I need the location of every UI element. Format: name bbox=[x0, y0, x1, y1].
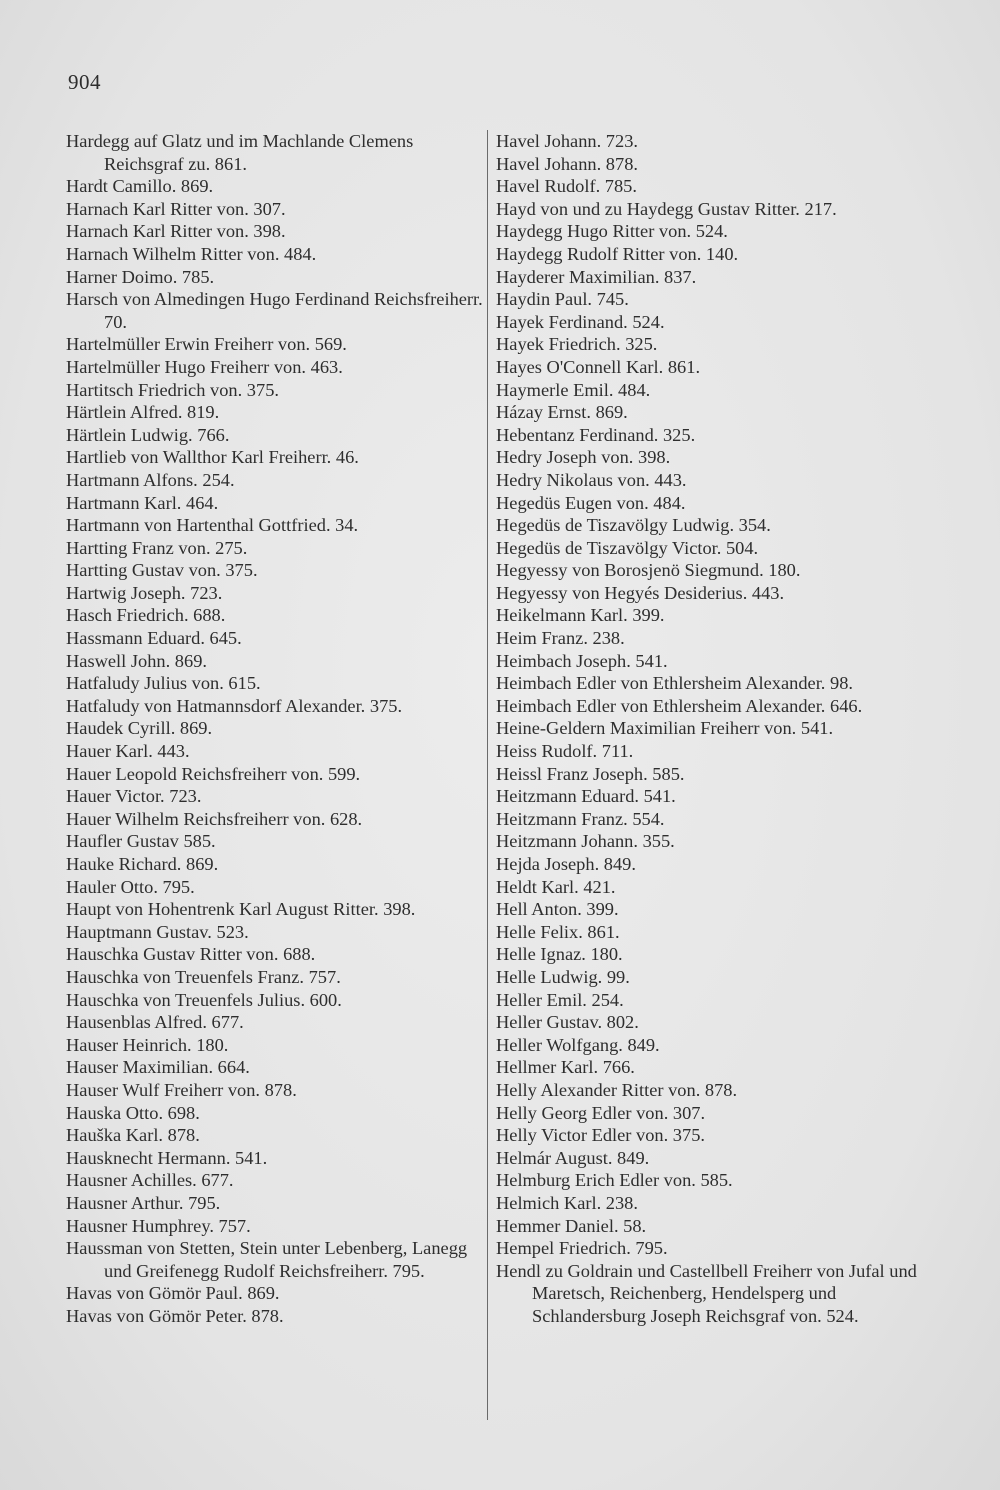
index-entry: Hartitsch Friedrich von. 375. bbox=[66, 379, 279, 400]
index-entry: Hauer Wilhelm Reichsfreiherr von. 628. bbox=[66, 808, 363, 829]
index-entry: Hauska Otto. 698. bbox=[66, 1102, 200, 1123]
index-entry: Helmburg Erich Edler von. 585. bbox=[496, 1170, 733, 1191]
index-entry: Hausenblas Alfred. 677. bbox=[66, 1012, 244, 1033]
index-entry: Hellmer Karl. 766. bbox=[496, 1057, 635, 1078]
index-entry: Hayek Friedrich. 325. bbox=[496, 334, 658, 355]
index-entry: Hassmann Eduard. 645. bbox=[66, 628, 242, 649]
index-entry: Hartelmüller Erwin Freiherr von. 569. bbox=[66, 334, 347, 355]
index-column-left bbox=[62, 130, 484, 1327]
index-entry: Harner Doimo. 785. bbox=[66, 266, 215, 287]
index-entry: Hell Anton. 399. bbox=[496, 899, 619, 920]
index-entry: Heimbach Joseph. 541. bbox=[496, 650, 668, 671]
index-entry: Havel Johann. 723. bbox=[496, 131, 638, 151]
index-entry: Hayd von und zu Haydegg Gustav Ritter. 217. bbox=[496, 198, 837, 219]
index-entry: Hauer Karl. 443. bbox=[66, 741, 190, 762]
index-entry: Helly Victor Edler von. 375. bbox=[496, 1125, 705, 1146]
index-entry: Havel Rudolf. 785. bbox=[496, 176, 637, 197]
index-entry: Hartlieb von Wallthor Karl Freiherr. 46. bbox=[66, 447, 359, 468]
index-entry: Hartting Franz von. 275. bbox=[66, 537, 248, 558]
index-entry: Hauer Victor. 723. bbox=[66, 786, 202, 807]
index-entry: Hartting Gustav von. 375. bbox=[66, 560, 258, 581]
index-entry: Hejda Joseph. 849. bbox=[496, 854, 636, 874]
index-entry: Haydegg Hugo Ritter von. 524. bbox=[496, 221, 728, 242]
index-entry: Hegedüs de Tiszavölgy Ludwig. 354. bbox=[496, 515, 771, 536]
index-entry: Hayek Ferdinand. 524. bbox=[496, 311, 665, 332]
index-entry: Házay Ernst. 869. bbox=[496, 402, 628, 423]
index-entry: Härtlein Alfred. 819. bbox=[66, 402, 220, 423]
index-entry: Heller Emil. 254. bbox=[496, 989, 624, 1010]
index-entry: Hedry Joseph von. 398. bbox=[496, 447, 671, 468]
index-entry: Hausner Achilles. 677. bbox=[66, 1170, 234, 1191]
index-entry: Hayes O'Connell Karl. 861. bbox=[496, 356, 701, 377]
index-entry: Hegedüs de Tiszavölgy Victor. 504. bbox=[496, 537, 759, 558]
index-entry: Hauschka Gustav Ritter von. 688. bbox=[66, 944, 316, 965]
index-entry: Hartwig Joseph. 723. bbox=[66, 582, 223, 603]
index-entry: Helle Felix. 861. bbox=[496, 921, 620, 942]
index-entry: Hauer Leopold Reichsfreiherr von. 599. bbox=[66, 763, 361, 784]
index-entry: Havas von Gömör Peter. 878. bbox=[66, 1305, 284, 1326]
index-entry: Helle Ludwig. 99. bbox=[496, 966, 630, 987]
index-entry: Havas von Gömör Paul. 869. bbox=[66, 1283, 280, 1304]
index-entry: Haussman von Stetten, Stein unter Lebenberg, Lanegg und Greifenegg Rudolf Reichsfreiherr. 795. bbox=[66, 1238, 468, 1281]
index-entry: Hegyessy von Borosjenö Siegmund. 180. bbox=[496, 560, 801, 581]
index-entry: Hempel Friedrich. 795. bbox=[496, 1238, 668, 1259]
index-entry: Heller Wolfgang. 849. bbox=[496, 1034, 660, 1055]
index-entry: Hatfaludy von Hatmannsdorf Alexander. 375. bbox=[66, 695, 403, 716]
index-entry: Hartmann Karl. 464. bbox=[66, 492, 219, 513]
index-entry: Hauška Karl. 878. bbox=[66, 1125, 200, 1146]
index-entry: Helmár August. 849. bbox=[496, 1147, 650, 1168]
index-entry: Haswell John. 869. bbox=[66, 650, 207, 671]
index-entry: Härtlein Ludwig. 766. bbox=[66, 424, 230, 445]
index-entry: Heldt Karl. 421. bbox=[496, 876, 616, 897]
index-entry: Hegedüs Eugen von. 484. bbox=[496, 492, 686, 513]
index-entry: Hedry Nikolaus von. 443. bbox=[496, 469, 687, 490]
index-entry: Haudek Cyrill. 869. bbox=[66, 718, 213, 739]
index-entry: Hauser Maximilian. 664. bbox=[66, 1057, 250, 1078]
index-entry: Helmich Karl. 238. bbox=[496, 1192, 638, 1213]
index-entry: Hayderer Maximilian. 837. bbox=[496, 266, 697, 287]
index-entry: Heitzmann Eduard. 541. bbox=[496, 786, 676, 807]
index-entry: Hardegg auf Glatz und im Machlande Clemens Reichsgraf zu. 861. bbox=[66, 131, 414, 174]
index-entry: Heikelmann Karl. 399. bbox=[496, 605, 665, 626]
index-entry: Hausner Arthur. 795. bbox=[66, 1192, 221, 1213]
index-entry: Hausknecht Hermann. 541. bbox=[66, 1147, 268, 1168]
index-entry: Hauschka von Treuenfels Julius. 600. bbox=[66, 989, 342, 1010]
index-entry: Hauschka von Treuenfels Franz. 757. bbox=[66, 966, 341, 987]
index-entry: Hendl zu Goldrain und Castellbell Freiherr von Jufal und Maretsch, Reichenberg, Hendelsperg und Schlandersburg Joseph Reichsgraf von. 524. bbox=[496, 1260, 917, 1326]
index-entry: Haufler Gustav 585. bbox=[66, 831, 216, 852]
index-entry: Hausner Humphrey. 757. bbox=[66, 1215, 251, 1236]
index-column-right bbox=[496, 130, 926, 1327]
index-entry: Heitzmann Johann. 355. bbox=[496, 831, 675, 852]
index-entry: Heimbach Edler von Ethlersheim Alexander. 646. bbox=[496, 695, 863, 716]
index-entry: Hasch Friedrich. 688. bbox=[66, 605, 226, 626]
index-entry: Hauke Richard. 869. bbox=[66, 854, 219, 874]
index-entry: Heiss Rudolf. 711. bbox=[496, 741, 634, 762]
index-entry: Hatfaludy Julius von. 615. bbox=[66, 673, 261, 694]
index-entry: Hemmer Daniel. 58. bbox=[496, 1215, 647, 1236]
index-entry: Hardt Camillo. 869. bbox=[66, 176, 214, 197]
index-entry: Helly Alexander Ritter von. 878. bbox=[496, 1079, 738, 1100]
index-entry: Hauser Wulf Freiherr von. 878. bbox=[66, 1079, 297, 1100]
index-entry: Helle Ignaz. 180. bbox=[496, 944, 623, 965]
index-entry: Heitzmann Franz. 554. bbox=[496, 808, 665, 829]
index-entry: Harnach Karl Ritter von. 398. bbox=[66, 221, 286, 242]
page-number: 904 bbox=[68, 70, 101, 94]
index-entry: Haydegg Rudolf Ritter von. 140. bbox=[496, 243, 739, 264]
index-entry: Hartmann Alfons. 254. bbox=[66, 469, 235, 490]
index-entry: Haydin Paul. 745. bbox=[496, 289, 629, 310]
index-entry: Haupt von Hohentrenk Karl August Ritter. 398. bbox=[66, 899, 416, 920]
index-entry: Harnach Karl Ritter von. 307. bbox=[66, 198, 286, 219]
index-entry: Havel Johann. 878. bbox=[496, 153, 638, 174]
index-entry: Hauptmann Gustav. 523. bbox=[66, 921, 249, 942]
index-entry: Hauser Heinrich. 180. bbox=[66, 1034, 229, 1055]
index-entry: Heller Gustav. 802. bbox=[496, 1012, 639, 1033]
index-entry: Heim Franz. 238. bbox=[496, 628, 625, 649]
index-entry: Heimbach Edler von Ethlersheim Alexander. 98. bbox=[496, 673, 853, 694]
index-entry: Harsch von Almedingen Hugo Ferdinand Reichsfreiherr. 70. bbox=[66, 289, 483, 332]
index-entry: Harnach Wilhelm Ritter von. 484. bbox=[66, 243, 317, 264]
index-entry: Helly Georg Edler von. 307. bbox=[496, 1102, 706, 1123]
index-entry: Hegyessy von Hegyés Desiderius. 443. bbox=[496, 582, 785, 603]
index-entry: Hartelmüller Hugo Freiherr von. 463. bbox=[66, 356, 343, 377]
index-entry: Hebentanz Ferdinand. 325. bbox=[496, 424, 696, 445]
index-entry: Heine-Geldern Maximilian Freiherr von. 541. bbox=[496, 718, 834, 739]
index-entry: Hauler Otto. 795. bbox=[66, 876, 195, 897]
index-entry: Hartmann von Hartenthal Gottfried. 34. bbox=[66, 515, 359, 536]
column-divider bbox=[487, 130, 488, 1420]
index-entry: Heissl Franz Joseph. 585. bbox=[496, 763, 685, 784]
index-entry: Haymerle Emil. 484. bbox=[496, 379, 651, 400]
